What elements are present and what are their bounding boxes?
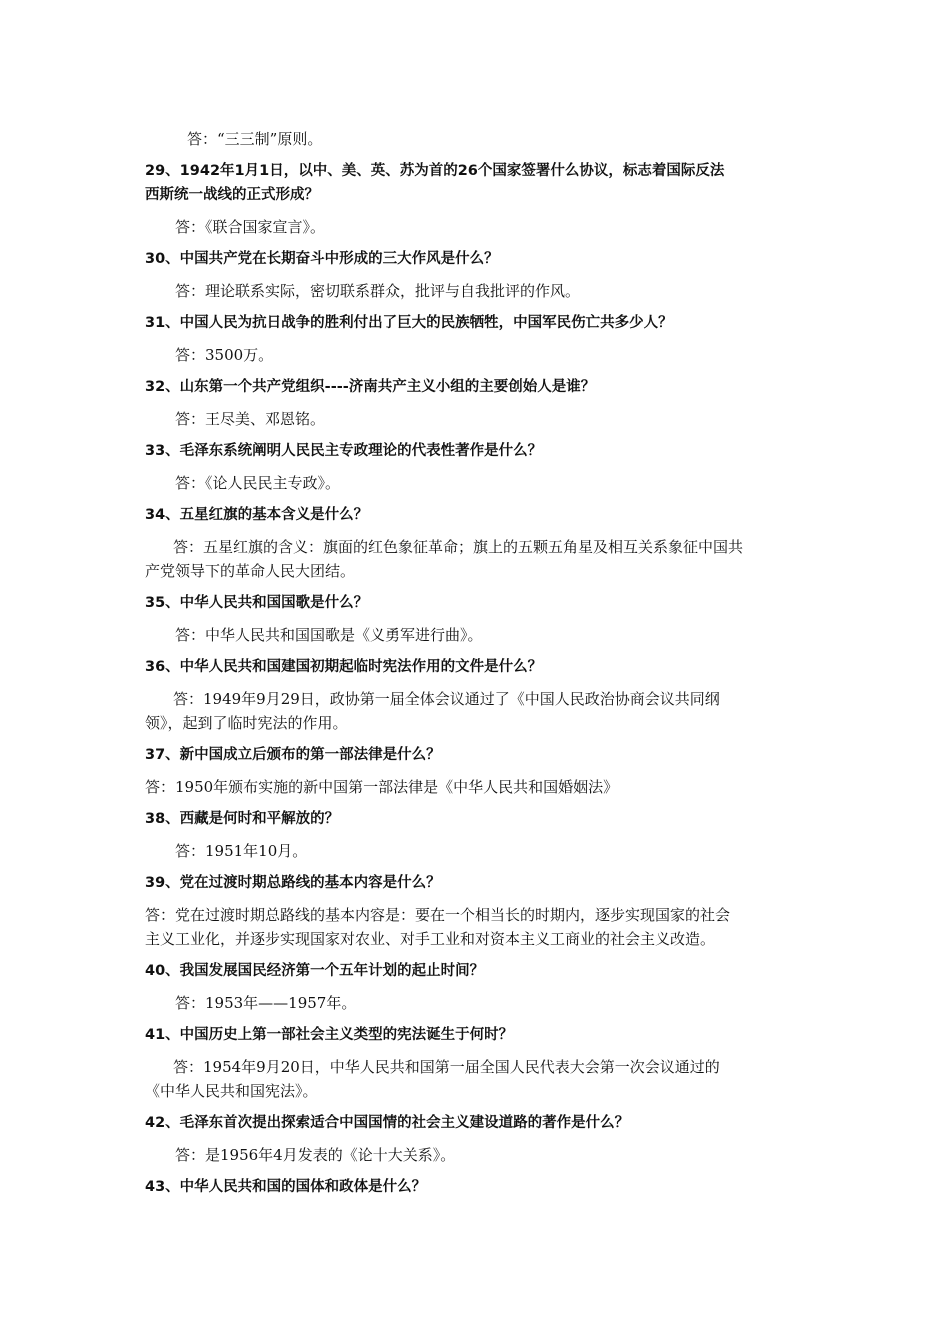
answer-40: 答：1953年——1957年。 [175, 994, 357, 1012]
question-40: 40、我国发展国民经济第一个五年计划的起止时间？ [145, 963, 485, 979]
question-37: 37、新中国成立后颁布的第一部法律是什么？ [145, 747, 441, 763]
question-29-line-1: 29、1942年1月1日，以中、美、英、苏为首的26个国家签署什么协议，标志着国际反法 [145, 163, 725, 179]
question-38: 38、西藏是何时和平解放的？ [145, 811, 340, 827]
answer-29: 答：《联合国家宣言》。 [175, 218, 326, 236]
question-31: 31、中国人民为抗日战争的胜利付出了巨大的民族牺牲，中国军民伤亡共多少人？ [145, 315, 673, 331]
answer-41-line-2: 《中华人民共和国宪法》。 [145, 1082, 318, 1100]
answer-33: 答：《论人民民主专政》。 [175, 474, 341, 492]
answer-39-line-1: 答：党在过渡时期总路线的基本内容是：要在一个相当长的时期内，逐步实现国家的社会 [145, 906, 731, 924]
answer-28: 答：“三三制”原则。 [187, 130, 323, 148]
question-35: 35、中华人民共和国国歌是什么？ [145, 595, 369, 611]
answer-31: 答：3500万。 [175, 346, 274, 364]
question-39: 39、党在过渡时期总路线的基本内容是什么？ [145, 875, 441, 891]
question-34: 34、五星红旗的基本含义是什么？ [145, 507, 369, 523]
answer-37: 答：1950年颁布实施的新中国第一部法律是《中华人民共和国婚姻法》 [145, 778, 619, 796]
question-43: 43、中华人民共和国的国体和政体是什么？ [145, 1179, 427, 1195]
answer-34-line-1: 答：五星红旗的含义：旗面的红色象征革命；旗上的五颗五角星及相互关系象征中国共 [173, 538, 744, 556]
question-29-line-2: 西斯统一战线的正式形成？ [145, 187, 319, 203]
question-36: 36、中华人民共和国建国初期起临时宪法作用的文件是什么？ [145, 659, 543, 675]
qa-list [145, 127, 815, 1199]
answer-36-line-2: 领》，起到了临时宪法的作用。 [145, 714, 348, 732]
question-41: 41、中国历史上第一部社会主义类型的宪法诞生于何时？ [145, 1027, 514, 1043]
answer-35: 答：中华人民共和国国歌是《义勇军进行曲》。 [175, 626, 483, 644]
answer-42: 答：是1956年4月发表的《论十大关系》。 [175, 1146, 456, 1164]
answer-39-line-2: 主义工业化，并逐步实现国家对农业、对手工业和对资本主义工商业的社会主义改造。 [145, 930, 716, 948]
question-32: 32、山东第一个共产党组织----济南共产主义小组的主要创始人是谁？ [145, 379, 596, 395]
answer-34-line-2: 产党领导下的革命人民大团结。 [145, 562, 356, 580]
question-30: 30、中国共产党在长期奋斗中形成的三大作风是什么？ [145, 251, 499, 267]
question-33: 33、毛泽东系统阐明人民民主专政理论的代表性著作是什么？ [145, 443, 543, 459]
question-42: 42、毛泽东首次提出探索适合中国国情的社会主义建设道路的著作是什么？ [145, 1115, 630, 1131]
answer-41-line-1: 答：1954年9月20日，中华人民共和国第一届全国人民代表大会第一次会议通过的 [173, 1058, 720, 1076]
answer-30: 答：理论联系实际，密切联系群众，批评与自我批评的作风。 [175, 282, 581, 300]
answer-32: 答：王尽美、邓恩铭。 [175, 410, 326, 428]
answer-36-line-1: 答：1949年9月29日，政协第一届全体会议通过了《中国人民政治协商会议共同纲 [173, 690, 720, 708]
answer-38: 答：1951年10月。 [175, 842, 308, 860]
